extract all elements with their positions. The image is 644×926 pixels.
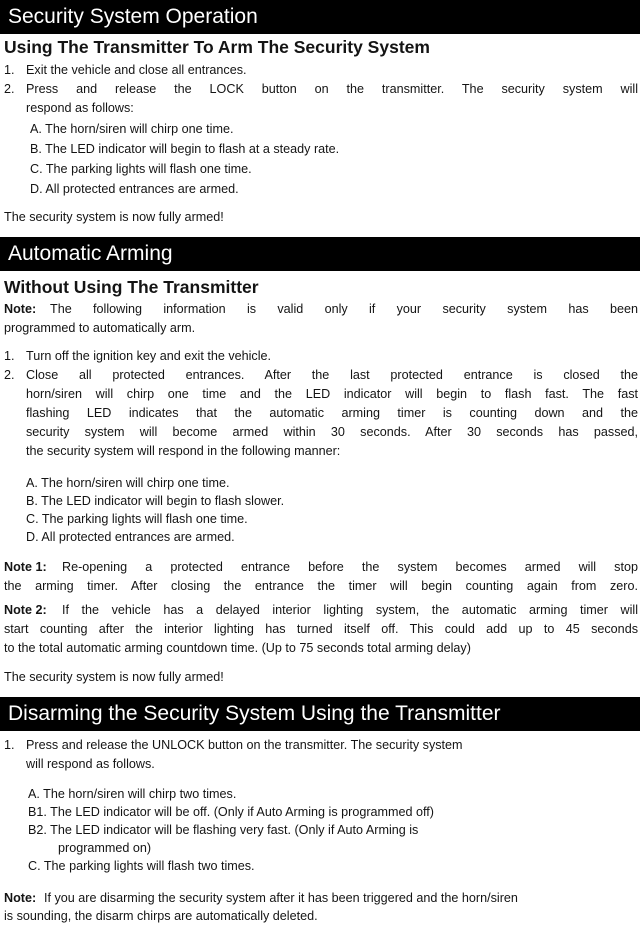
step-text: horn/siren will chirp one time and the LED indicator will begin to flash fast. The fast <box>26 387 638 401</box>
note-text: The following information is valid only if your security system has been <box>50 302 638 316</box>
list-item: D. All protected entrances are armed. <box>30 182 239 196</box>
armed-statement: The security system is now fully armed! <box>4 670 224 684</box>
note-label: Note 1: <box>4 560 47 574</box>
note-text: to the total automatic arming countdown time. (Up to 75 seconds total arming delay) <box>4 641 471 655</box>
list-item: B1. The LED indicator will be off. (Only if Auto Arming is programmed off) <box>28 805 434 819</box>
step-text: Exit the vehicle and close all entrances. <box>26 63 247 77</box>
list-item: C. The parking lights will flash one time. <box>30 162 252 176</box>
step-text: flashing LED indicates that the automatic arming timer is counting down and the <box>26 406 638 420</box>
section-header-automatic-arming: Automatic Arming <box>0 237 640 271</box>
note-text: start counting after the interior lighting has turned itself off. This could add up to 45 seconds <box>4 622 638 636</box>
step-number: 1. <box>4 738 15 752</box>
note-label: Note 2: <box>4 603 47 617</box>
subheading-without-transmitter: Without Using The Transmitter <box>4 277 259 297</box>
list-item: programmed on) <box>58 841 152 855</box>
armed-statement: The security system is now fully armed! <box>4 210 224 224</box>
list-item: D. All protected entrances are armed. <box>26 530 235 544</box>
step-number: 2. <box>4 368 15 382</box>
section-header-operation: Security System Operation <box>0 0 640 34</box>
step-number: 1. <box>4 349 15 363</box>
step-text: security system will become armed within 30 seconds. After 30 seconds has passed, <box>26 425 638 439</box>
note-text: If you are disarming the security system after it has been triggered and the horn/siren <box>44 891 518 905</box>
section-header-disarming: Disarming the Security System Using the Transmitter <box>0 697 640 731</box>
list-item: B. The LED indicator will begin to flash at a steady rate. <box>30 142 340 156</box>
note-label: Note: <box>4 302 37 316</box>
step-text: the security system will respond in the following manner: <box>26 444 341 458</box>
step-text: Close all protected entrances. After the last protected entrance is closed the <box>26 368 638 382</box>
list-item: A. The horn/siren will chirp one time. <box>26 476 230 490</box>
list-item: C. The parking lights will flash one time. <box>26 512 248 526</box>
note-label: Note: <box>4 891 37 905</box>
list-item: C. The parking lights will flash two times. <box>28 859 255 873</box>
note-text: Re-opening a protected entrance before the system becomes armed will stop <box>62 560 638 574</box>
note-text: If the vehicle has a delayed interior lighting system, the automatic arming timer will <box>62 603 638 617</box>
list-item: B2. The LED indicator will be flashing very fast. (Only if Auto Arming is <box>28 823 419 837</box>
note-text: programmed to automatically arm. <box>4 321 196 335</box>
subheading-arm-with-transmitter: Using The Transmitter To Arm The Security System <box>4 37 430 57</box>
step-number: 2. <box>4 82 15 96</box>
note-text: is sounding, the disarm chirps are automatically deleted. <box>4 909 318 923</box>
step-text: respond as follows: <box>26 101 134 115</box>
list-item: A. The horn/siren will chirp one time. <box>30 122 234 136</box>
step-text: Press and release the LOCK button on the transmitter. The security system will <box>26 82 638 96</box>
step-number: 1. <box>4 63 15 77</box>
list-item: B. The LED indicator will begin to flash slower. <box>26 494 285 508</box>
step-text: Turn off the ignition key and exit the vehicle. <box>26 349 272 363</box>
list-item: A. The horn/siren will chirp two times. <box>28 787 237 801</box>
step-text: Press and release the UNLOCK button on the transmitter. The security system <box>26 738 463 752</box>
step-text: will respond as follows. <box>26 757 155 771</box>
note-text: the arming timer. After closing the entrance the timer will begin counting again from zero. <box>4 579 638 593</box>
